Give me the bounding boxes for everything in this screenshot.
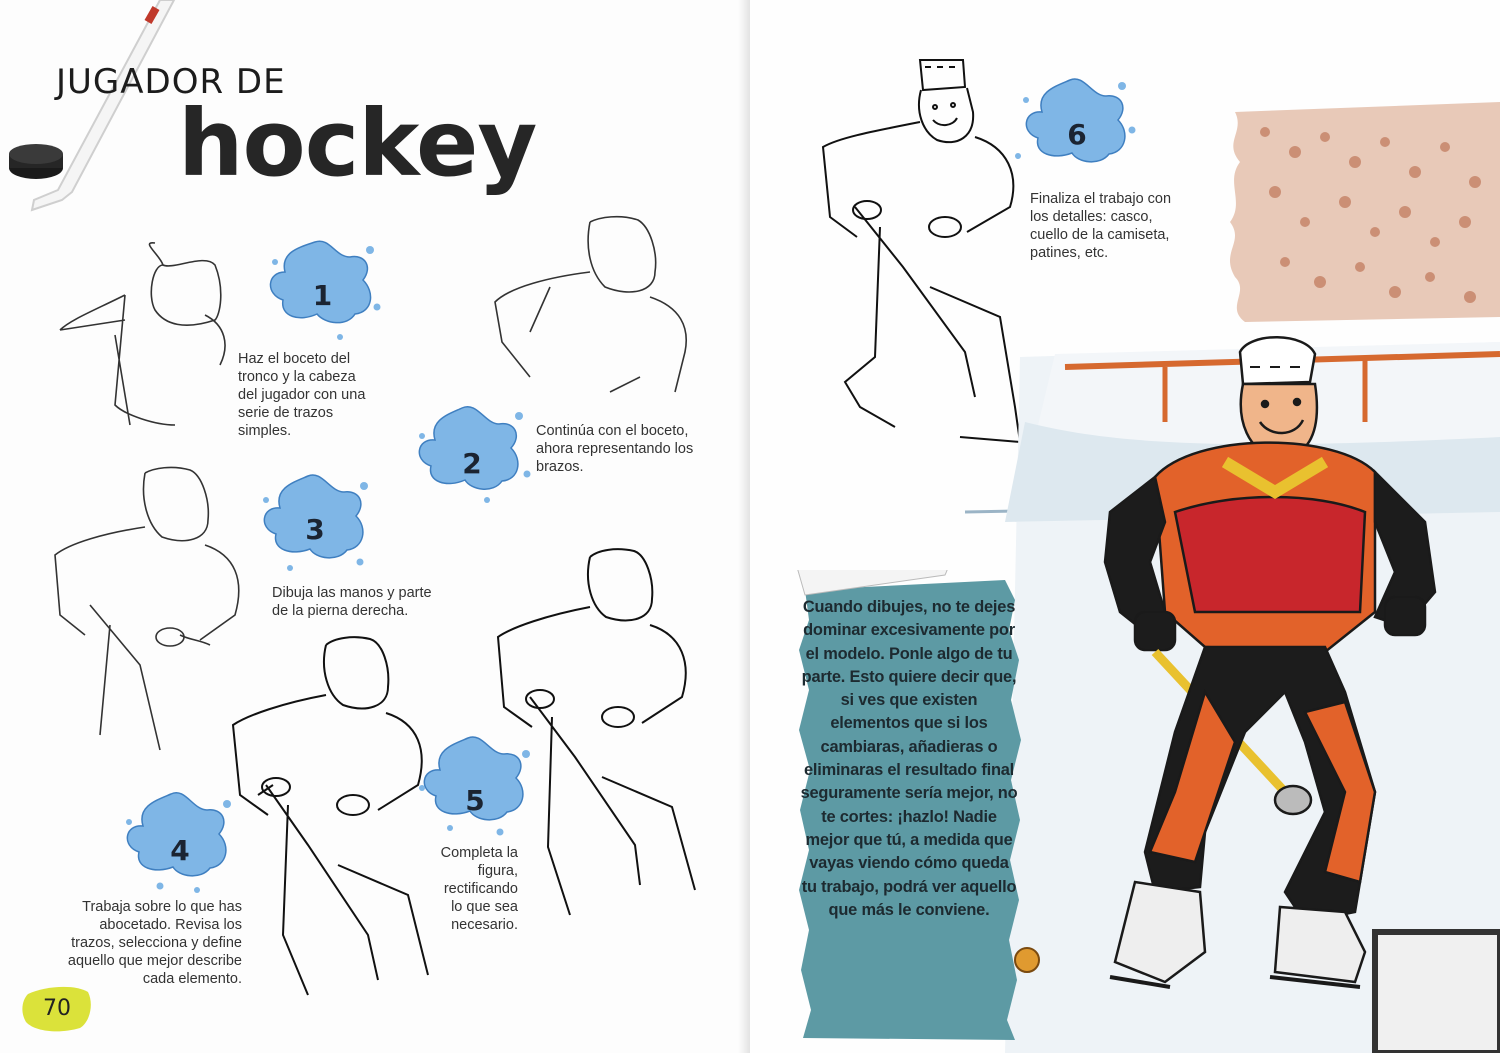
step-3-splash [250,466,380,576]
step-3-number: 3 [305,512,325,546]
step-2-splash [407,396,537,506]
step-4-splash [115,782,245,894]
step-5-splash [410,728,540,840]
step-1-splash [255,232,390,342]
step-2-text: Continúa con el boceto, ahora representando los brazos. [536,423,694,475]
page-number-badge [20,982,94,1034]
step-4-text: Trabaja sobre lo que has abocetado. Revisa los trazos, selecciona y define aquello que mejor describe cada elemento. [67,899,242,987]
puck-icon [6,142,66,182]
step-6-text: Finaliza el trabajo con los detalles: casco, cuello de la camiseta, patines, etc. [1030,191,1172,261]
step-1-number: 1 [312,278,333,312]
step-3-text: Dibuja las manos y parte de la pierna derecha. [272,585,432,619]
step-1-text: Haz el boceto del tronco y la cabeza del jugador con una serie de trazos simples. [238,351,366,439]
step-5-number: 5 [465,783,485,817]
sketch-step-1 [55,235,255,430]
title-small: JUGADOR DE [56,62,286,102]
hockey-stick-icon [0,0,190,220]
step-4-number: 4 [170,833,190,867]
page-number: 70 [43,995,71,1021]
step-6-number: 6 [1067,117,1087,151]
sketch-step-2 [490,212,695,402]
tip-text: Cuando dibujes, no te dejes dominar excesivamente por el modelo. Ponle algo de tu parte. Esto quiere decir que, si ves que existen elementos que si los cambiaras, añadieras o eliminaras el resultado final seguramente sería mejor, no te cortes: ¡hazlo! Nadie mejor que tú, a medida que vayas viendo cómo queda tu trabajo, podrá ver aquello que más le conviene. [800,598,1018,919]
step-5-text: Completa la figura, rectificando lo que sea necesario. [440,845,518,933]
step-2-number: 2 [462,446,482,480]
title-big: hockey [178,90,537,197]
sketch-step-3 [50,465,250,755]
